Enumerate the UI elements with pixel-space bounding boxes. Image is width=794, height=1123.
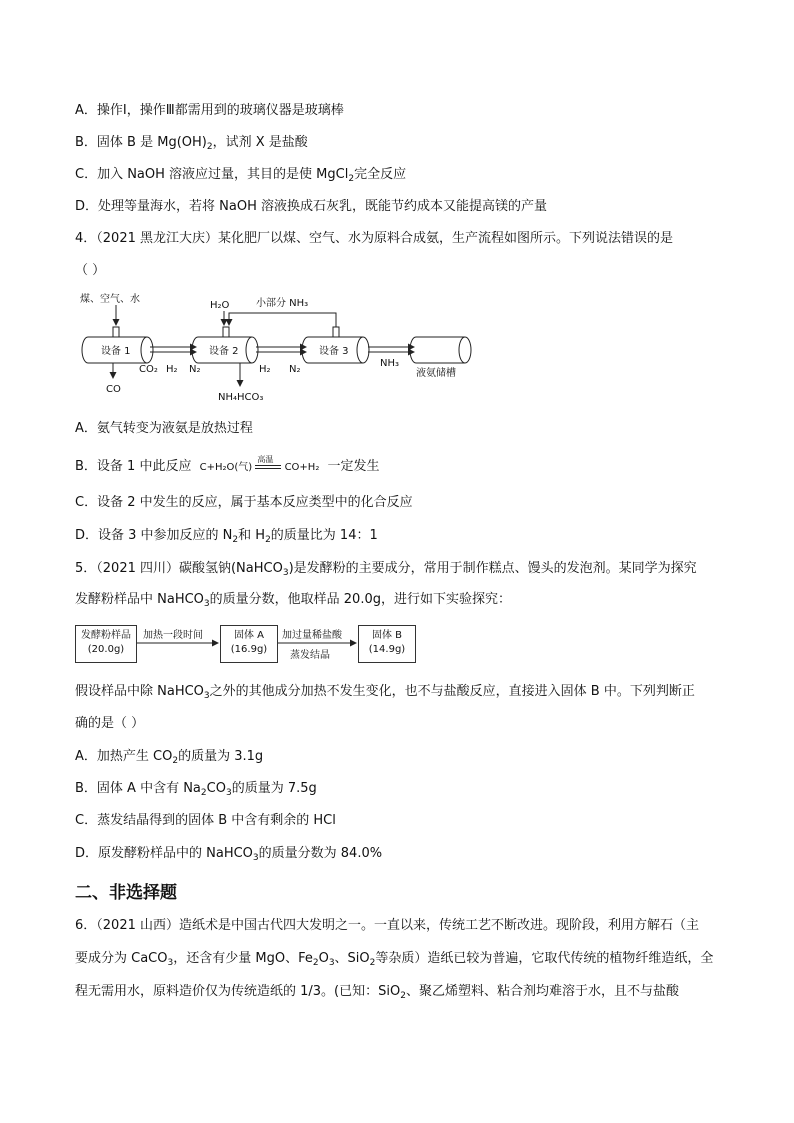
q5-option-c: C．蒸发结晶得到的固体 B 中含有剩余的 HCl (75, 813, 336, 828)
arrow1-label: 加热一段时间 (143, 630, 203, 641)
q4-paren: （ ） (75, 263, 106, 278)
q6-line3: 程无需用水，原料造价仅为传统造纸的 1/3。(已知：SiO$_2$、聚乙烯塑料、粘合剂均难溶于水，且不与盐酸 (75, 984, 679, 1001)
device3-label: 设备 3 (319, 346, 349, 357)
tank-label: 液氨储槽 (416, 368, 456, 379)
flow-box-solid-b: 固体 B (14.9g) (358, 625, 416, 663)
stream1-h2: H₂ (166, 364, 178, 375)
q4-option-a: A．氨气转变为液氨是放热过程 (75, 421, 253, 436)
q5-flow-arrows (0, 600, 794, 680)
arrow2-top-label: 加过量稀盐酸 (282, 630, 342, 641)
q5-stem-line2: 发酵粉样品中 NaHCO$_3$的质量分数，他取样品 20.0g，进行如下实验探究： (75, 592, 511, 609)
q4-option-c: C．设备 2 中发生的反应，属于基本反应类型中的化合反应 (75, 495, 413, 510)
section-heading: 二、非选择题 (75, 883, 177, 903)
device1-label: 设备 1 (101, 346, 131, 357)
q5-option-d: D．原发酵粉样品中的 NaHCO$_3$的质量分数为 84.0% (75, 846, 383, 863)
nh3-label: NH₃ (380, 358, 400, 369)
device2-label: 设备 2 (209, 346, 239, 357)
h2o-label: H₂O (210, 300, 230, 311)
q3-option-c: C．加入 NaOH 溶液应过量，其目的是使 MgCl$_2$完全反应 (75, 167, 407, 184)
q6-line2: 要成分为 CaCO$_3$，还含有少量 MgO、$Fe_2O_3$、SiO$_2$等杂质）造纸已较为普遍，它取代传统的植物纤维造纸，全 (75, 951, 714, 968)
q5-stem-line1: 5．（2021 四川）碳酸氢钠(NaHCO$_3$)是发酵粉的主要成分，常用于制作糕点、馒头的发泡剂。某同学为探究 (75, 561, 697, 578)
q3-option-a: A．操作Ⅰ，操作Ⅲ都需用到的玻璃仪器是玻璃棒 (75, 103, 344, 118)
q6-line1: 6．（2021 山西）造纸术是中国古代四大发明之一。一直以来，传统工艺不断改进。现阶段，利用方解石（主 (75, 918, 699, 933)
q4-option-d: D．设备 3 中参加反应的 $N_2$和 $H_2$的质量比为 14：1 (75, 528, 378, 545)
q5-option-a: A．加热产生 $CO_2$的质量为 3.1g (75, 749, 264, 766)
q3-option-d: D．处理等量海水，若将 NaOH 溶液换成石灰乳，既能节约成本又能提高镁的产量 (75, 199, 547, 214)
tank-cylinder (410, 337, 471, 363)
stream2-n2: N₂ (289, 364, 301, 375)
q5-option-b: B．固体 A 中含有 $Na_2CO_3$的质量为 7.5g (75, 781, 317, 798)
q3-option-b: B．固体 B 是 $Mg(OH)_2$，试剂 X 是盐酸 (75, 135, 308, 152)
q4-stem: 4．（2021 黑龙江大庆）某化肥厂以煤、空气、水为原料合成氨，生产流程如图所示。下列说法错误的是 (75, 231, 673, 246)
q5-text-line1: 假设样品中除 NaHCO$_3$之外的其他成分加热不发生变化，也不与盐酸反应，直接进入固体 B 中。下列判断正 (75, 684, 695, 701)
arrow2-bottom-label: 蒸发结晶 (290, 650, 330, 661)
q4-process-diagram (0, 0, 794, 420)
stream1-co2: CO₂ (139, 364, 158, 375)
co-label: CO (106, 384, 121, 395)
flow-box-solid-a: 固体 A (16.9g) (220, 625, 278, 663)
stream1-n2: N₂ (189, 364, 201, 375)
recycle-label: 小部分 NH₃ (256, 298, 309, 309)
nh4hco3-label: NH₄HCO₃ (218, 392, 264, 403)
flow-box-sample: 发酵粉样品 (20.0g) (75, 625, 137, 663)
q4-option-b: B．设备 1 中此反应 C+H₂O(气) 高温 CO+H₂ 一定发生 (75, 455, 380, 474)
q5-text-line2: 确的是（ ） (75, 716, 145, 731)
stream2-h2: H₂ (259, 364, 271, 375)
input-label: 煤、空气、水 (80, 294, 140, 305)
